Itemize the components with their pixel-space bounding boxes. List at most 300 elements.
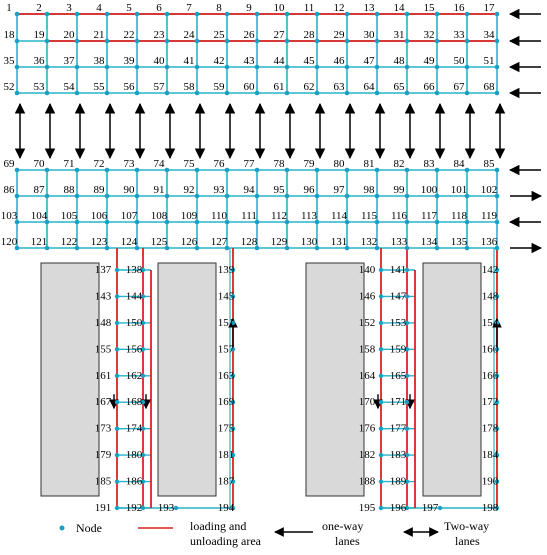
node-label: 44 bbox=[273, 55, 285, 67]
node-label: 159 bbox=[389, 343, 407, 356]
node-label: 162 bbox=[125, 369, 143, 382]
node bbox=[405, 91, 410, 96]
node-label: 120 bbox=[0, 236, 18, 248]
node-label: 103 bbox=[0, 210, 18, 222]
node-label: 35 bbox=[3, 55, 15, 67]
node-label: 56 bbox=[123, 81, 135, 93]
node-label: 161 bbox=[94, 369, 112, 382]
node-label: 46 bbox=[333, 55, 345, 67]
node-label: 197 bbox=[421, 502, 439, 514]
node-label: 148 bbox=[481, 290, 499, 303]
node bbox=[285, 65, 290, 70]
node bbox=[105, 91, 110, 96]
node bbox=[45, 12, 50, 17]
node-label: 70 bbox=[33, 158, 45, 170]
node-label: 109 bbox=[180, 210, 198, 222]
node bbox=[345, 91, 350, 96]
node bbox=[45, 194, 50, 199]
node bbox=[195, 91, 200, 96]
legend-node-label: Node bbox=[76, 521, 102, 535]
node-label: 152 bbox=[358, 316, 376, 329]
node-label: 171 bbox=[389, 396, 407, 409]
node-label: 154 bbox=[481, 316, 499, 329]
node-label: 167 bbox=[94, 396, 112, 409]
node-label: 34 bbox=[483, 29, 495, 41]
node bbox=[465, 12, 470, 17]
node-label: 21 bbox=[93, 29, 105, 41]
node-label: 20 bbox=[63, 29, 75, 41]
node-label: 12 bbox=[333, 2, 345, 14]
node-label: 10 bbox=[273, 2, 285, 14]
node-label: 176 bbox=[358, 422, 376, 435]
node-label: 104 bbox=[30, 210, 48, 222]
node bbox=[405, 12, 410, 17]
node-label: 125 bbox=[150, 236, 168, 248]
node-label: 194 bbox=[217, 502, 235, 514]
node-label: 179 bbox=[94, 449, 112, 462]
node bbox=[465, 65, 470, 70]
node-label: 147 bbox=[389, 290, 407, 303]
node-label: 68 bbox=[483, 81, 495, 93]
node-label: 76 bbox=[213, 158, 225, 170]
node bbox=[255, 91, 260, 96]
node-label: 186 bbox=[125, 475, 143, 488]
node-label: 1 bbox=[6, 2, 12, 14]
node-label: 3 bbox=[66, 2, 72, 14]
node bbox=[255, 168, 260, 173]
node-label: 9 bbox=[246, 2, 252, 14]
node bbox=[379, 321, 383, 325]
legend-twoway-label-2: lanes bbox=[455, 534, 480, 548]
node-label: 30 bbox=[363, 29, 375, 41]
legend-loading-label-2: unloading area bbox=[190, 534, 261, 548]
node-label: 166 bbox=[481, 369, 499, 382]
node-label: 51 bbox=[483, 55, 495, 67]
node bbox=[315, 12, 320, 17]
node bbox=[375, 12, 380, 17]
node-label: 81 bbox=[363, 158, 375, 170]
node bbox=[255, 12, 260, 17]
node bbox=[315, 168, 320, 173]
node-label: 110 bbox=[210, 210, 228, 222]
node bbox=[195, 168, 200, 173]
node-label: 128 bbox=[240, 236, 258, 248]
node-label: 160 bbox=[481, 343, 499, 356]
node bbox=[15, 12, 20, 17]
node bbox=[379, 479, 383, 483]
node-label: 16 bbox=[453, 2, 465, 14]
node bbox=[315, 91, 320, 96]
node-label: 89 bbox=[93, 184, 105, 196]
node bbox=[105, 65, 110, 70]
node bbox=[435, 12, 440, 17]
node bbox=[115, 321, 119, 325]
node bbox=[115, 347, 119, 351]
node-label: 98 bbox=[363, 184, 375, 196]
node-label: 92 bbox=[183, 184, 195, 196]
node-label: 18 bbox=[3, 29, 15, 41]
node bbox=[75, 65, 80, 70]
node-label: 82 bbox=[393, 158, 405, 170]
node bbox=[285, 12, 290, 17]
node bbox=[45, 65, 50, 70]
node bbox=[495, 65, 500, 70]
node bbox=[435, 168, 440, 173]
node-label: 196 bbox=[389, 502, 407, 514]
node-label: 192 bbox=[125, 502, 143, 514]
node bbox=[195, 194, 200, 199]
node-label: 45 bbox=[303, 55, 315, 67]
node bbox=[165, 194, 170, 199]
node-label: 90 bbox=[123, 184, 135, 196]
node bbox=[465, 39, 470, 44]
node-label: 69 bbox=[3, 158, 15, 170]
node-label: 170 bbox=[358, 396, 376, 409]
node-label: 174 bbox=[125, 422, 143, 435]
node-label: 187 bbox=[217, 475, 235, 488]
node bbox=[435, 65, 440, 70]
node-label: 122 bbox=[60, 236, 78, 248]
node-label: 26 bbox=[243, 29, 255, 41]
node bbox=[285, 194, 290, 199]
node bbox=[379, 347, 383, 351]
node bbox=[135, 91, 140, 96]
node bbox=[115, 479, 119, 483]
node-label: 107 bbox=[120, 210, 138, 222]
node-label: 138 bbox=[125, 264, 143, 276]
node-label: 65 bbox=[393, 81, 405, 93]
legend bbox=[60, 519, 490, 548]
node-label: 127 bbox=[210, 236, 228, 248]
node bbox=[45, 39, 50, 44]
node-label: 42 bbox=[213, 55, 225, 67]
node-label: 115 bbox=[360, 210, 378, 222]
node bbox=[105, 194, 110, 199]
node-label: 60 bbox=[243, 81, 255, 93]
node bbox=[379, 453, 383, 457]
node bbox=[75, 168, 80, 173]
node bbox=[379, 506, 383, 510]
node bbox=[135, 12, 140, 17]
node bbox=[75, 12, 80, 17]
node-label: 63 bbox=[333, 81, 345, 93]
node bbox=[405, 65, 410, 70]
node-label: 198 bbox=[481, 502, 499, 514]
node bbox=[379, 294, 383, 298]
node bbox=[345, 39, 350, 44]
node-label: 11 bbox=[303, 2, 315, 14]
node bbox=[165, 168, 170, 173]
node-label: 113 bbox=[300, 210, 318, 222]
node-label: 87 bbox=[33, 184, 45, 196]
node bbox=[45, 91, 50, 96]
node-label: 116 bbox=[390, 210, 408, 222]
node bbox=[495, 12, 500, 17]
node-label: 24 bbox=[183, 29, 195, 41]
node bbox=[375, 168, 380, 173]
node-label: 143 bbox=[94, 290, 112, 303]
node bbox=[195, 65, 200, 70]
node-label: 148 bbox=[94, 316, 112, 329]
node-label: 146 bbox=[358, 290, 376, 303]
node-label: 22 bbox=[123, 29, 135, 41]
node-label: 5 bbox=[126, 2, 132, 14]
node bbox=[375, 194, 380, 199]
storage-block bbox=[306, 263, 364, 496]
node-label: 93 bbox=[213, 184, 225, 196]
node bbox=[75, 194, 80, 199]
node-label: 132 bbox=[360, 236, 378, 248]
node bbox=[345, 194, 350, 199]
node-label: 55 bbox=[93, 81, 105, 93]
node bbox=[345, 168, 350, 173]
node-label: 96 bbox=[303, 184, 315, 196]
node bbox=[195, 12, 200, 17]
node-label: 183 bbox=[389, 449, 407, 462]
node-label: 151 bbox=[217, 316, 235, 329]
node bbox=[115, 268, 119, 272]
node bbox=[15, 194, 20, 199]
legend-node-marker bbox=[60, 526, 65, 531]
node-label: 64 bbox=[363, 81, 375, 93]
node-label: 62 bbox=[303, 81, 315, 93]
node bbox=[75, 39, 80, 44]
node-label: 52 bbox=[3, 81, 15, 93]
node-label: 50 bbox=[453, 55, 465, 67]
node-label: 129 bbox=[270, 236, 288, 248]
node bbox=[285, 39, 290, 44]
node-label: 57 bbox=[153, 81, 165, 93]
node bbox=[465, 91, 470, 96]
node bbox=[495, 91, 500, 96]
node-label: 27 bbox=[273, 29, 285, 41]
node bbox=[379, 400, 383, 404]
node-label: 191 bbox=[94, 502, 112, 514]
node bbox=[255, 39, 260, 44]
node-label: 53 bbox=[33, 81, 45, 93]
node-label: 86 bbox=[3, 184, 15, 196]
node bbox=[135, 65, 140, 70]
legend-oneway-label-2: lanes bbox=[335, 534, 360, 548]
node bbox=[225, 168, 230, 173]
node-label: 59 bbox=[213, 81, 225, 93]
node bbox=[165, 65, 170, 70]
node-label: 48 bbox=[393, 55, 405, 67]
legend-loading-label-1: loading and bbox=[190, 519, 247, 533]
node-label: 80 bbox=[333, 158, 345, 170]
node-label: 31 bbox=[393, 29, 405, 41]
node-label: 28 bbox=[303, 29, 315, 41]
node-label: 32 bbox=[423, 29, 435, 41]
node-label: 142 bbox=[481, 264, 499, 276]
node bbox=[115, 453, 119, 457]
node-label: 156 bbox=[125, 343, 143, 356]
node-label: 4 bbox=[96, 2, 102, 14]
node bbox=[225, 39, 230, 44]
node-label: 72 bbox=[93, 158, 105, 170]
storage-block bbox=[423, 263, 481, 496]
node-label: 39 bbox=[123, 55, 135, 67]
node-label: 99 bbox=[393, 184, 405, 196]
node-label: 2 bbox=[36, 2, 42, 14]
node bbox=[135, 168, 140, 173]
storage-block bbox=[158, 263, 216, 496]
node bbox=[195, 39, 200, 44]
node-label: 97 bbox=[333, 184, 345, 196]
node-label: 188 bbox=[358, 475, 376, 488]
node-label: 83 bbox=[423, 158, 435, 170]
node-label: 88 bbox=[63, 184, 75, 196]
node-label: 175 bbox=[217, 422, 235, 435]
node bbox=[115, 506, 119, 510]
node-label: 173 bbox=[94, 422, 112, 435]
node-label: 112 bbox=[270, 210, 288, 222]
node bbox=[165, 12, 170, 17]
node bbox=[255, 194, 260, 199]
node-label: 130 bbox=[300, 236, 318, 248]
node-label: 118 bbox=[450, 210, 468, 222]
node-label: 190 bbox=[481, 475, 499, 488]
node-label: 19 bbox=[33, 29, 45, 41]
node-label: 134 bbox=[420, 236, 438, 248]
node bbox=[285, 168, 290, 173]
node-label: 58 bbox=[183, 81, 195, 93]
node bbox=[225, 194, 230, 199]
node-label: 172 bbox=[481, 396, 499, 409]
node bbox=[15, 168, 20, 173]
node-label: 182 bbox=[358, 449, 376, 462]
node bbox=[379, 426, 383, 430]
node bbox=[115, 294, 119, 298]
node-label: 157 bbox=[217, 343, 235, 356]
node-label: 181 bbox=[217, 449, 235, 462]
node bbox=[255, 65, 260, 70]
node bbox=[285, 91, 290, 96]
node-label: 114 bbox=[330, 210, 348, 222]
node-label: 29 bbox=[333, 29, 345, 41]
node bbox=[315, 39, 320, 44]
node-label: 168 bbox=[125, 396, 143, 409]
node-label: 78 bbox=[273, 158, 285, 170]
node-label: 43 bbox=[243, 55, 255, 67]
node-label: 7 bbox=[186, 2, 192, 14]
node-label: 117 bbox=[420, 210, 438, 222]
node bbox=[15, 91, 20, 96]
node-label: 153 bbox=[389, 316, 407, 329]
node-label: 177 bbox=[389, 422, 407, 435]
node-label: 137 bbox=[94, 264, 112, 276]
node-label: 165 bbox=[389, 369, 407, 382]
node-label: 74 bbox=[153, 158, 165, 170]
node bbox=[225, 91, 230, 96]
node-label: 15 bbox=[423, 2, 435, 14]
node-label: 126 bbox=[180, 236, 198, 248]
node-label: 119 bbox=[480, 210, 498, 222]
node-label: 8 bbox=[216, 2, 222, 14]
node-label: 94 bbox=[243, 184, 255, 196]
node-label: 195 bbox=[358, 502, 376, 514]
node-label: 85 bbox=[483, 158, 495, 170]
storage-block bbox=[41, 263, 99, 496]
node bbox=[379, 268, 383, 272]
node-label: 106 bbox=[90, 210, 108, 222]
node bbox=[375, 65, 380, 70]
node bbox=[115, 374, 119, 378]
node-label: 189 bbox=[389, 475, 407, 488]
node-label: 71 bbox=[63, 158, 75, 170]
node bbox=[345, 12, 350, 17]
node-label: 144 bbox=[125, 290, 143, 303]
node bbox=[135, 39, 140, 44]
node-label: 33 bbox=[453, 29, 465, 41]
node-label: 131 bbox=[330, 236, 348, 248]
node-label: 49 bbox=[423, 55, 435, 67]
node-label: 169 bbox=[217, 396, 235, 409]
node-label: 185 bbox=[94, 475, 112, 488]
node-label: 100 bbox=[420, 184, 438, 196]
node-label: 54 bbox=[63, 81, 75, 93]
node-label: 79 bbox=[303, 158, 315, 170]
node-label: 41 bbox=[183, 55, 195, 67]
node-label: 37 bbox=[63, 55, 75, 67]
node-label: 91 bbox=[153, 184, 165, 196]
node-label: 66 bbox=[423, 81, 435, 93]
node bbox=[315, 65, 320, 70]
node bbox=[105, 168, 110, 173]
legend-twoway-label-1: Two-way bbox=[444, 519, 490, 533]
node bbox=[405, 194, 410, 199]
node-label: 158 bbox=[358, 343, 376, 356]
node-label: 6 bbox=[156, 2, 162, 14]
node-label: 67 bbox=[453, 81, 465, 93]
node bbox=[315, 194, 320, 199]
node-label: 111 bbox=[241, 210, 257, 222]
node-label: 139 bbox=[217, 264, 235, 276]
node bbox=[375, 39, 380, 44]
node-label: 136 bbox=[480, 236, 498, 248]
node-label: 36 bbox=[33, 55, 45, 67]
node-label: 180 bbox=[125, 449, 143, 462]
node bbox=[115, 400, 119, 404]
node-label: 105 bbox=[60, 210, 78, 222]
node-label: 102 bbox=[480, 184, 498, 196]
node bbox=[165, 39, 170, 44]
node-label: 25 bbox=[213, 29, 225, 41]
node-label: 141 bbox=[389, 264, 407, 276]
node-label: 140 bbox=[358, 264, 376, 276]
node-label: 38 bbox=[93, 55, 105, 67]
node bbox=[345, 65, 350, 70]
node bbox=[375, 91, 380, 96]
node bbox=[495, 168, 500, 173]
node bbox=[435, 91, 440, 96]
node-label: 84 bbox=[453, 158, 465, 170]
node-label: 101 bbox=[450, 184, 468, 196]
node-label: 184 bbox=[481, 449, 499, 462]
node bbox=[135, 194, 140, 199]
node bbox=[45, 168, 50, 173]
node-label: 145 bbox=[217, 290, 235, 303]
node bbox=[115, 426, 119, 430]
node-label: 77 bbox=[243, 158, 255, 170]
node-label: 133 bbox=[390, 236, 408, 248]
node bbox=[225, 65, 230, 70]
node-label: 178 bbox=[481, 422, 499, 435]
node-label: 95 bbox=[273, 184, 285, 196]
node-label: 61 bbox=[273, 81, 285, 93]
node-label: 47 bbox=[363, 55, 375, 67]
node-label: 135 bbox=[450, 236, 468, 248]
